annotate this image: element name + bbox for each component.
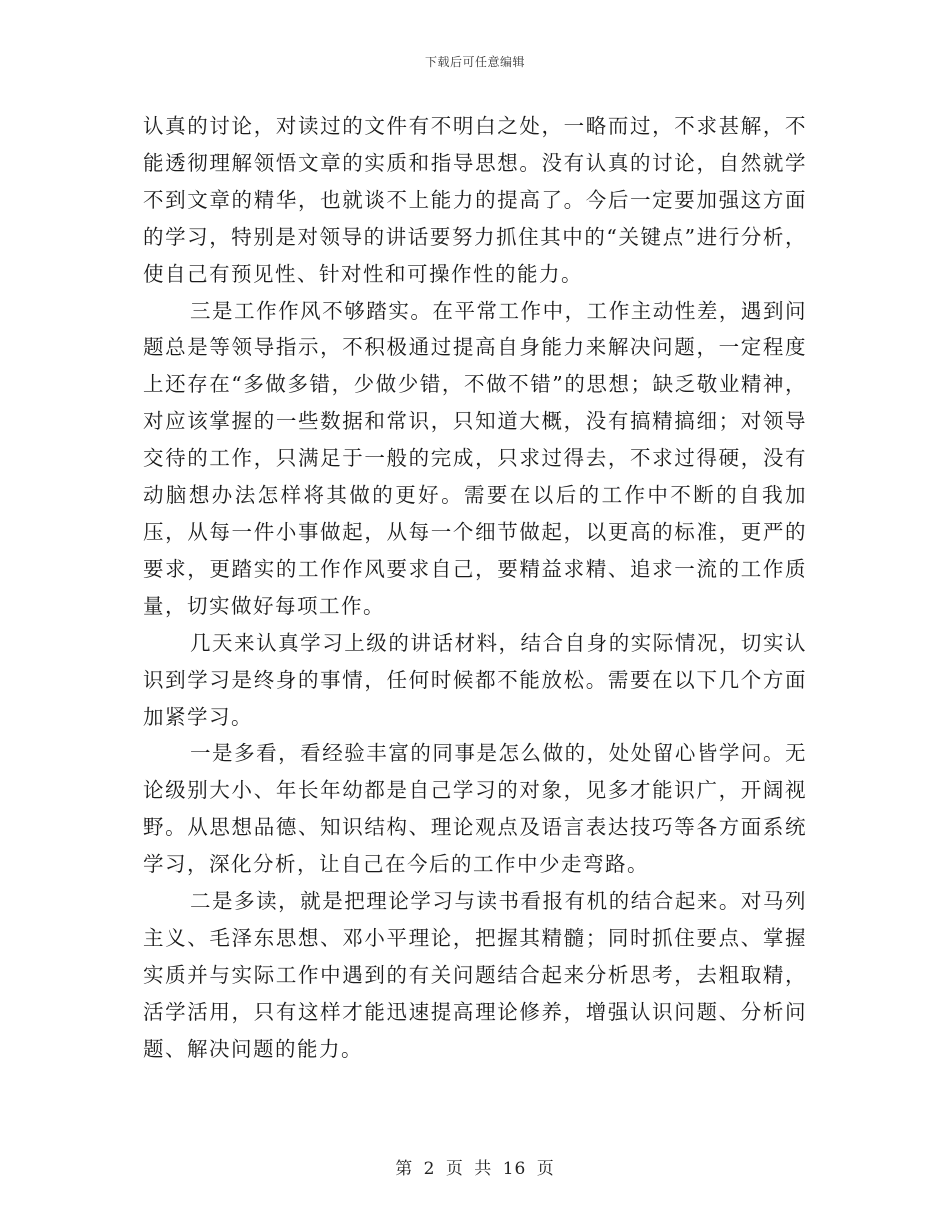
paragraph-continued: 认真的讨论，对读过的文件有不明白之处，一略而过，不求甚解，不能透彻理解领悟文章的实质和指导思想。没有认真的讨论，自然就学不到文章的精华，也就谈不上能力的提高了。今后一定要加强这方面的学习，特别是对领导的讲话要努力抓住其中的“关键点”进行分析，使自己有预见性、针对性和可操作性的能力。	[143, 114, 807, 286]
page-number-footer: 第 2 页 共 16 页	[395, 1159, 555, 1179]
body-text	[143, 108, 807, 1068]
paragraph-read-more: 二是多读，就是把理论学习与读书看报有机的结合起来。对马列主义、毛泽东思想、邓小平理论，把握其精髓；同时抓住要点、掌握实质并与实际工作中遇到的有关问题结合起来分析思考，去粗取精，活学活用，只有这样才能迅速提高理论修养，增强认识问题、分析问题、解决问题的能力。	[143, 889, 807, 1061]
paragraph-look-more: 一是多看，看经验丰富的同事是怎么做的，处处留心皆学问。无论级别大小、年长年幼都是自己学习的对象，见多才能识广，开阔视野。从思想品德、知识结构、理论观点及语言表达技巧等各方面系统学习，深化分析，让自己在今后的工作中少走弯路。	[143, 741, 807, 877]
paragraph-work-style: 三是工作作风不够踏实。在平常工作中，工作主动性差，遇到问题总是等领导指示，不积极通过提高自身能力来解决问题，一定程度上还存在“多做多错，少做少错，不做不错”的思想；缺乏敬业精神，对应该掌握的一些数据和常识，只知道大概，没有搞精搞细；对领导交待的工作，只满足于一般的完成，只求过得去，不求过得硬，没有动脑想办法怎样将其做的更好。需要在以后的工作中不断的自我加压，从每一件小事做起，从每一个细节做起，以更高的标准，更严的要求，更踏实的工作作风要求自己，要精益求精、追求一流的工作质量，切实做好每项工作。	[143, 298, 807, 618]
header-note: 下载后可任意编辑	[424, 55, 525, 69]
paragraph-study-intro: 几天来认真学习上级的讲话材料，结合自身的实际情况，切实认识到学习是终身的事情，任何时候都不能放松。需要在以下几个方面加紧学习。	[143, 630, 807, 729]
